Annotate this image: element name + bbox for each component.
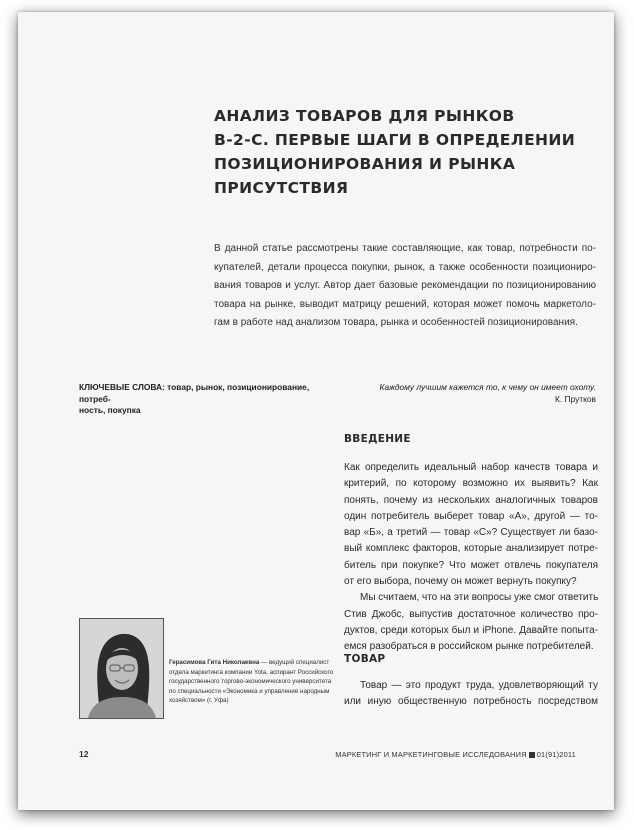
running-footer [335, 750, 576, 759]
abstract-line: вания товаров и услуг. Автор дает базовые рекомендации по позиционированию [214, 280, 596, 291]
keywords-label: КЛЮЧЕВЫЕ СЛОВА: [79, 382, 165, 392]
abstract-line: В данной статье рассмотрены такие составляющие, как товар, потребности по- [214, 243, 596, 254]
text-line: вый комплекс факторов, которые анализирует потре- [344, 543, 598, 555]
author-portrait-image [80, 619, 163, 718]
author-role: — ведущий специалист [259, 659, 330, 666]
text-line: один потребитель выберет товар «А», другой — то- [344, 510, 598, 522]
text-line: понять, почему из нескольких аналогичных товаров [344, 494, 598, 506]
text-line: Как определить идеальный набор качеств товара и [344, 462, 598, 473]
abstract [214, 240, 596, 333]
keywords-line: ность, покупка [79, 405, 141, 415]
text-line: Мы считаем, что на эти вопросы уже смог ответить [360, 592, 599, 604]
issue-number: 01(91)2011 [536, 750, 576, 759]
epigraph-author: К. Прутков [554, 393, 596, 404]
journal-name: МАРКЕТИНГ И МАРКЕТИНГОВЫЕ ИССЛЕДОВАНИЯ [335, 750, 527, 759]
text-line: битель при покупке? Что может отвлечь покупателя [344, 559, 598, 571]
page-number: 12 [79, 749, 89, 759]
section-heading-intro: ВВЕДЕНИЕ [344, 433, 411, 445]
text-line: дуктов, среди которых был и iPhone. Давайте попыта- [344, 624, 598, 636]
keywords-line: товар, рынок, позиционирование, потреб- [79, 382, 310, 404]
abstract-line: купателей, детали процесса покупки, рынок, а также особенности позициониро- [214, 261, 596, 273]
epigraph [348, 382, 596, 405]
text-line: Товар — это продукт труда, удовлетворяющий ту [360, 680, 598, 691]
text-line: Стив Джобс, выпустив достаточное количество про- [344, 608, 598, 620]
title-line: ПРИСУТСТВИЯ [214, 179, 349, 197]
text-line: вар «Б», а третий — товар «С»? Существует ли базо- [344, 527, 598, 539]
author-bio [169, 658, 334, 706]
abstract-line: гам в работе над анализом товара, рынка и особенностей позиционирования. [214, 317, 578, 328]
journal-page [18, 12, 614, 810]
bio-line: государственного торгово-экономического университета [169, 678, 332, 686]
author-name: Герасимова Гита Николаевна [169, 659, 260, 666]
title-line: АНАЛИЗ ТОВАРОВ ДЛЯ РЫНКОВ [214, 107, 515, 125]
author-photo [79, 618, 164, 719]
text-line: от его выбора, почему он может вернуть покупку? [344, 576, 577, 588]
abstract-line: товара на рынке, выводит матрицу решений, которая может помочь маркетоло- [214, 298, 596, 310]
product-text [344, 678, 598, 711]
text-line: емся разобраться в российском рынке потребителей. [344, 641, 594, 653]
text-line: критерий, по которому возможно их выявить? Как [344, 478, 598, 490]
keywords [79, 382, 334, 417]
bio-line [169, 658, 331, 668]
article-title [214, 104, 594, 200]
bio-line: отдела маркетинга компании Yota, аспирант Российского [169, 668, 334, 676]
square-bullet-icon [529, 752, 535, 758]
title-line: ПОЗИЦИОНИРОВАНИЯ И РЫНКА [214, 155, 516, 173]
epigraph-quote: Каждому лучшим кажется то, к чему он имеет охоту. [379, 382, 596, 392]
title-line: B-2-C. ПЕРВЫЕ ШАГИ В ОПРЕДЕЛЕНИИ [214, 131, 576, 149]
intro-text [344, 460, 598, 656]
section-heading-product: ТОВАР [344, 653, 386, 665]
bio-line: хозяйством» (г. Уфа) [169, 697, 229, 705]
text-line: или иную общественную потребность посредством [344, 696, 598, 708]
bio-line: по специальности «Экономика и управление народным [169, 687, 330, 695]
